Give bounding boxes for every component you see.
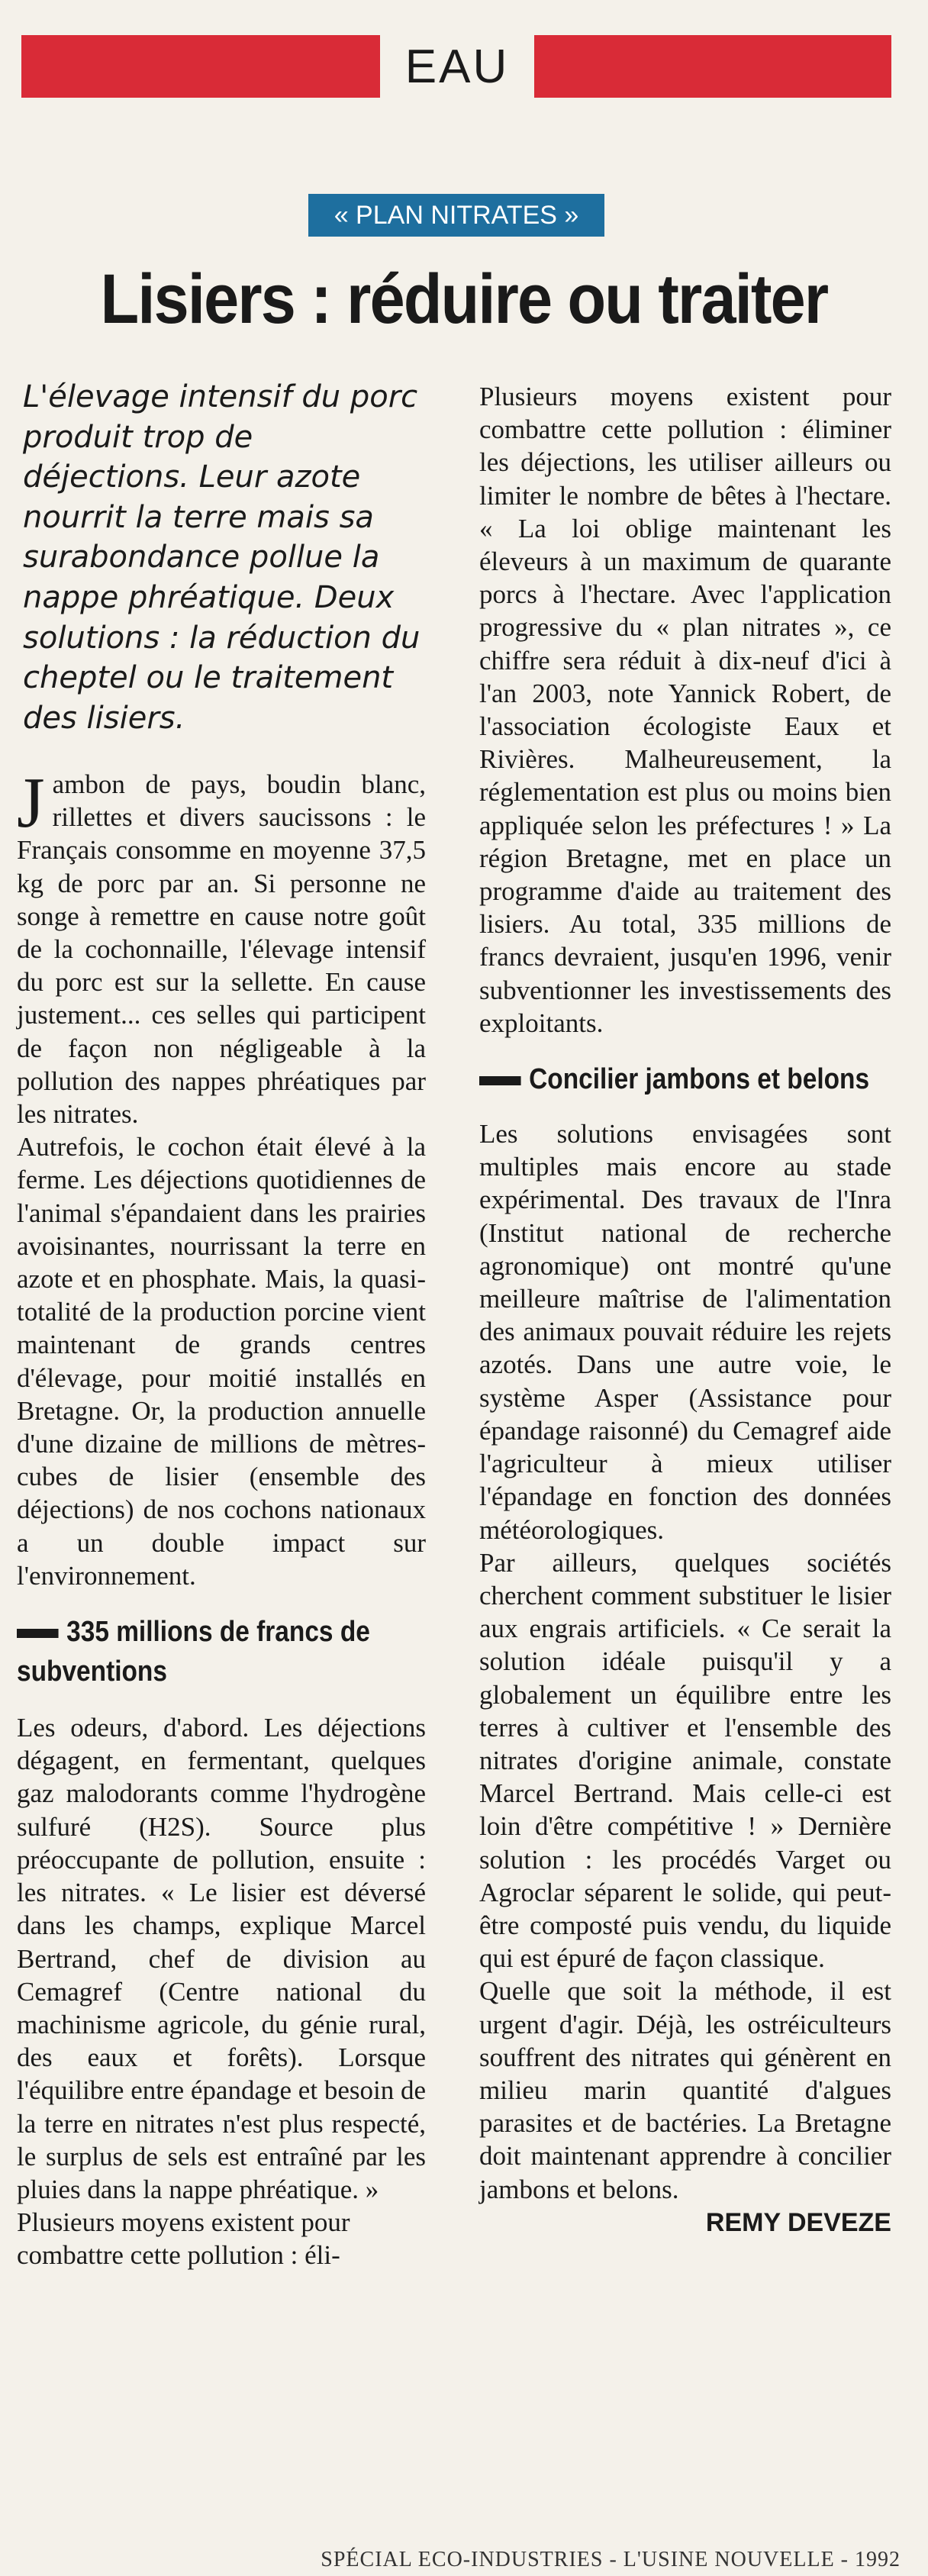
page-footer: SPÉCIAL ECO-INDUSTRIES - L'USINE NOUVELLE - 1992 <box>321 2548 901 2571</box>
section-title: EAU <box>404 40 510 93</box>
paragraph-3: Les odeurs, d'abord. Les déjections dégagent, en fermentant, quelques gaz malodorants comme l'hydrogène sulfuré (H2S). Source plus préoccupante de pollution, ensuite : les nitrates. « Le lisier est déversé dans les champs, explique Marcel Bertrand, chef de division au Cemagref (Centre national du machinisme agricole, du génie rural, des eaux et forêts). Lorsque l'équilibre entre épandage et besoin de la terre en nitrates n'est plus respecté, le surplus de sels est entraîné par les pluies dans la nappe phréatique. » <box>17 1713 426 2204</box>
subheading-concilier: Concilier jambons et belons <box>479 1059 882 1099</box>
article-lede: L'élevage intensif du porc produit trop de déjections. Leur azote nourrit la terre mais sa surabondance pollue la nappe phréatique. Deux solutions : la réduction du cheptel ou le traitement des lisiers. <box>23 379 420 736</box>
subhead-rule <box>17 1629 59 1638</box>
subheading-subventions: 335 millions de francs de subventions <box>17 1616 370 1688</box>
paragraph-6: Par ailleurs, quelques sociétés cherchent comment substituer le lisier aux engrais artificiels. « Ce serait la solution idéale puisqu'il y a globalement un équilibre entre les terres à cultiver et l'ensemble des nitrates d'origine animale, constate Marcel Bertrand. Mais celle-ci est loin d'être compétitive ! » Dernière solution : les procédés Varget ou Agroclar séparent le solide, qui peut-être composté puis vendu, du liquide qui est épuré de façon classique. <box>479 1547 891 1974</box>
paragraph-4: Plusieurs moyens existent pour combattre cette pollution : éliminer les déjections, les utiliser ailleurs ou limiter le nombre de bêtes à l'hectare. « La loi oblige maintenant les éleveurs à un maximum de quarante porcs à l'hectare. Avec l'application progressive du « plan nitrates », ce chiffre sera réduit à dix-neuf d'ici à l'an 2003, note Yannick Robert, de l'association écologiste Eaux et Rivières. Malheureusement, la réglementation est plus ou moins bien appliquée selon les préfectures ! » La région Bretagne, met en place un programme d'aide au traitement des lisiers. Au total, 335 millions de francs devraient, jusqu'en 1996, venir subventionner les investissements des exploitants. <box>479 382 891 1038</box>
kicker-badge: « PLAN NITRATES » <box>308 194 604 237</box>
article-title: Lisiers : réduire ou traiter <box>100 260 828 338</box>
paragraph-1: Jambon de pays, boudin blanc, rillettes et divers saucissons : le Français consomme en moyenne 37,5 kg de porc par an. Si personne ne songe à remettre en cause notre goût de la cochonnaille, l'élevage intensif du porc est sur la sellette. En cause justement... ces selles qui participent de façon non négligeable à la pollution des nappes phréatiques par les nitrates. <box>17 763 426 1130</box>
paragraph-4-start: Plusieurs moyens existent pour combattre cette pollution : éli- <box>17 2207 350 2271</box>
header-red-band-right <box>534 35 891 98</box>
drop-cap: J <box>17 763 45 843</box>
header-red-band-left <box>21 35 380 98</box>
paragraph-5: Les solutions envisagées sont multiples mais encore au stade expérimental. Des travaux de l'Inra (Institut national de recherche agronomique) ont montré qu'une meilleure maîtrise de l'alimentation des animaux pouvait réduire les rejets azotés. Dans une autre voie, le système Asper (Assistance pour épandage raisonné) du Cemagref aide l'agriculteur à mieux utiliser l'épandage en fonction des données météorologiques. <box>479 1119 891 1545</box>
paragraph-2: Autrefois, le cochon était élevé à la ferme. Les déjections quotidiennes de l'animal s'épandaient dans les prairies avoisinantes, nourrissant la terre en azote et en phosphate. Mais, la quasi-totalité de la production porcine vient maintenant de grands centres d'élevage, pour moitié installés en Bretagne. Or, la production annuelle d'une dizaine de millions de mètres-cubes de lisier (ensemble des déjections) de nos cochons nationaux a un double impact sur l'environnement. <box>17 1132 426 1591</box>
paragraph-7: Quelle que soit la méthode, il est urgent d'agir. Déjà, les ostréiculteurs souffrent des nitrates qui génèrent en milieu marin quantité d'algues parasites et de bactéries. La Bretagne doit maintenant apprendre à concilier jambons et belons. <box>479 1976 891 2204</box>
author-byline: REMY DEVEZE <box>705 2207 891 2237</box>
column-right <box>479 380 891 2239</box>
subhead-rule <box>479 1076 521 1085</box>
column-left <box>17 763 426 2272</box>
